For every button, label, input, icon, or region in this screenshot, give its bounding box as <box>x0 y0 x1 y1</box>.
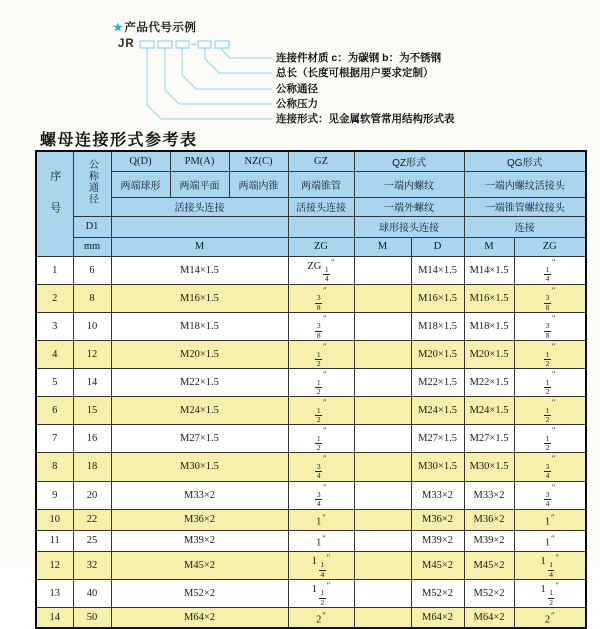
header-pma-sub: 两端平面 <box>170 171 229 197</box>
qg-zg-cell: 1 $\frac{1}{4}$ ″ <box>514 551 586 579</box>
dn-cell: 32 <box>73 551 111 579</box>
qz-d-cell: M36×2 <box>411 509 464 530</box>
table-row <box>36 369 586 397</box>
code-label-pressure: 公称压力 <box>276 98 318 110</box>
qg-m-cell: M52×2 <box>464 579 514 607</box>
qz-m-cell <box>354 256 411 284</box>
table-row <box>36 453 586 481</box>
connector-line-pressure <box>165 48 272 104</box>
code-box-3 <box>176 41 189 48</box>
qg-m-cell: M33×2 <box>464 481 514 509</box>
row-index-cell: 14 <box>36 607 73 628</box>
table-row <box>36 256 586 284</box>
header-gz-union: 活接头连接 <box>288 197 354 216</box>
qz-m-cell <box>354 397 411 425</box>
header-qz-sub: 一端内螺纹 <box>354 171 464 197</box>
table-row <box>36 340 586 368</box>
row-index-cell: 8 <box>36 453 73 481</box>
row-index-cell: 9 <box>36 481 73 509</box>
qz-m-cell <box>354 551 411 579</box>
dn-cell: 18 <box>73 453 111 481</box>
gz-cell: 1″ <box>288 509 354 530</box>
qz-d-cell: M30×1.5 <box>411 453 464 481</box>
qz-m-cell <box>354 369 411 397</box>
m-cell: M36×2 <box>111 509 288 530</box>
m-cell: M18×1.5 <box>111 312 288 340</box>
header-union-connection: 活接头连接 <box>111 197 288 216</box>
header-qg-zg: ZG <box>514 237 586 256</box>
row-index-cell: 2 <box>36 284 73 312</box>
row-index-cell: 3 <box>36 312 73 340</box>
diagram-heading <box>113 19 196 35</box>
m-cell: M14×1.5 <box>111 256 288 284</box>
dn-cell: 6 <box>73 256 111 284</box>
gz-cell: $\frac{3}{8}$ ″ <box>288 284 354 312</box>
code-label-form: 连接形式：见金属软管常用结构形式表 <box>276 113 455 125</box>
header-connection: 连接 <box>464 216 586 237</box>
header-nzc-sub: 两端内锥 <box>229 171 288 197</box>
header-nzc: NZ(C) <box>229 151 288 171</box>
header-nominal-diameter: 公称通径 <box>73 151 111 216</box>
header-empty-2 <box>288 216 354 237</box>
table-row <box>36 284 586 312</box>
dn-cell: 15 <box>73 397 111 425</box>
qg-m-cell: M14×1.5 <box>464 256 514 284</box>
qz-m-cell <box>354 425 411 453</box>
m-cell: M20×1.5 <box>111 340 288 368</box>
qg-zg-cell: 2″ <box>514 607 586 628</box>
m-cell: M39×2 <box>111 530 288 551</box>
star-icon: ★ <box>113 22 124 34</box>
dn-cell: 10 <box>73 312 111 340</box>
qz-d-cell: M14×1.5 <box>411 256 464 284</box>
m-cell: M30×1.5 <box>111 453 288 481</box>
header-qg-m: M <box>464 237 514 256</box>
connector-line-diameter <box>182 48 272 89</box>
qg-zg-cell: 1″ <box>514 530 586 551</box>
header-zg: ZG <box>288 237 354 256</box>
qg-m-cell: M18×1.5 <box>464 312 514 340</box>
code-label-length: 总长（长度可根据用户要求定制） <box>276 67 434 79</box>
qz-m-cell <box>354 340 411 368</box>
qz-m-cell <box>354 579 411 607</box>
qg-m-cell: M27×1.5 <box>464 425 514 453</box>
qg-m-cell: M45×2 <box>464 551 514 579</box>
qg-zg-cell: $\frac{3}{4}$ ″ <box>514 481 586 509</box>
gz-cell: 1 $\frac{1}{2}$ ″ <box>288 579 354 607</box>
table-row <box>36 481 586 509</box>
nut-connection-reference-table <box>35 150 587 629</box>
gz-cell: ZG $\frac{1}{4}$ ″ <box>288 256 354 284</box>
gz-cell: 1″ <box>288 530 354 551</box>
header-empty-1 <box>111 216 288 237</box>
qz-d-cell: M20×1.5 <box>411 340 464 368</box>
qz-d-cell: M64×2 <box>411 607 464 628</box>
header-qg-taper-thread: 一端锥管螺纹接头 <box>464 197 586 216</box>
qg-zg-cell: $\frac{1}{4}$ ″ <box>514 256 586 284</box>
m-cell: M33×2 <box>111 481 288 509</box>
header-ball-joint-connection: 球形接头连接 <box>354 216 464 237</box>
row-index-cell: 6 <box>36 397 73 425</box>
table-row <box>36 425 586 453</box>
dn-cell: 22 <box>73 509 111 530</box>
dn-cell: 25 <box>73 530 111 551</box>
header-qz-external-thread: 一端外螺纹 <box>354 197 464 216</box>
m-cell: M16×1.5 <box>111 284 288 312</box>
gz-cell: $\frac{1}{2}$ ″ <box>288 425 354 453</box>
qg-m-cell: M20×1.5 <box>464 340 514 368</box>
code-box-1 <box>140 41 154 48</box>
header-qz-form: QZ形式 <box>354 151 464 171</box>
header-gz-sub: 两端锥管 <box>288 171 354 197</box>
dn-cell: 16 <box>73 425 111 453</box>
header-pma: PM(A) <box>170 151 229 171</box>
qg-zg-cell: $\frac{1}{2}$ ″ <box>514 340 586 368</box>
header-qd-sub: 两端球形 <box>111 171 170 197</box>
qg-m-cell: M64×2 <box>464 607 514 628</box>
header-d1: D1 <box>73 216 111 237</box>
qz-d-cell: M24×1.5 <box>411 397 464 425</box>
qg-m-cell: M22×1.5 <box>464 369 514 397</box>
row-index-cell: 12 <box>36 551 73 579</box>
gz-cell: $\frac{3}{8}$ ″ <box>288 312 354 340</box>
gz-cell: $\frac{3}{4}$ ″ <box>288 481 354 509</box>
row-index-cell: 4 <box>36 340 73 368</box>
dn-cell: 12 <box>73 340 111 368</box>
m-cell: M45×2 <box>111 551 288 579</box>
qz-m-cell <box>354 607 411 628</box>
qz-m-cell <box>354 481 411 509</box>
qg-m-cell: M30×1.5 <box>464 453 514 481</box>
connector-line-length <box>205 48 272 73</box>
m-cell: M27×1.5 <box>111 425 288 453</box>
header-m: M <box>111 237 288 256</box>
code-label-diameter: 公称通径 <box>276 83 318 95</box>
row-index-cell: 11 <box>36 530 73 551</box>
qg-zg-cell: $\frac{1}{2}$ ″ <box>514 425 586 453</box>
table-row <box>36 579 586 607</box>
header-qz-m: M <box>354 237 411 256</box>
qg-m-cell: M39×2 <box>464 530 514 551</box>
header-qd: Q(D) <box>111 151 170 171</box>
diagram-heading-text: 产品代号示例 <box>124 22 197 34</box>
m-cell: M22×1.5 <box>111 369 288 397</box>
m-cell: M24×1.5 <box>111 397 288 425</box>
gz-cell: 2″ <box>288 607 354 628</box>
row-index-cell: 13 <box>36 579 73 607</box>
qz-d-cell: M45×2 <box>411 551 464 579</box>
code-box-5 <box>215 41 229 48</box>
qz-m-cell <box>354 509 411 530</box>
dn-cell: 8 <box>73 284 111 312</box>
gz-cell: 1 $\frac{1}{4}$ ″ <box>288 551 354 579</box>
qz-d-cell: M16×1.5 <box>411 284 464 312</box>
qg-zg-cell: 1″ <box>514 509 586 530</box>
gz-cell: $\frac{1}{2}$ ″ <box>288 369 354 397</box>
code-box-4 <box>198 41 211 48</box>
code-box-2 <box>158 41 172 48</box>
dn-cell: 40 <box>73 579 111 607</box>
header-mm: mm <box>73 237 111 256</box>
table-row <box>36 397 586 425</box>
row-index-cell: 10 <box>36 509 73 530</box>
qz-m-cell <box>354 284 411 312</box>
table-row <box>36 530 586 551</box>
qz-d-cell: M39×2 <box>411 530 464 551</box>
code-label-material: 连接件材质 c：为碳钢 b：为不锈钢 <box>276 52 442 64</box>
qg-zg-cell: $\frac{3}{4}$ ″ <box>514 453 586 481</box>
header-index: 序号 <box>36 151 73 256</box>
qz-m-cell <box>354 312 411 340</box>
qz-d-cell: M27×1.5 <box>411 425 464 453</box>
connector-line-form <box>147 48 272 119</box>
table-row <box>36 607 586 628</box>
qg-m-cell: M16×1.5 <box>464 284 514 312</box>
gz-cell: $\frac{1}{2}$ ″ <box>288 340 354 368</box>
qz-d-cell: M18×1.5 <box>411 312 464 340</box>
qz-d-cell: M22×1.5 <box>411 369 464 397</box>
table-row <box>36 551 586 579</box>
qg-zg-cell: 1 $\frac{1}{2}$ ″ <box>514 579 586 607</box>
header-gz: GZ <box>288 151 354 171</box>
qz-m-cell <box>354 453 411 481</box>
table-row <box>36 509 586 530</box>
qg-zg-cell: $\frac{1}{2}$ ″ <box>514 397 586 425</box>
m-cell: M52×2 <box>111 579 288 607</box>
qg-zg-cell: $\frac{3}{8}$ ″ <box>514 284 586 312</box>
gz-cell: $\frac{3}{4}$ ″ <box>288 453 354 481</box>
connector-line-material <box>222 48 272 58</box>
qg-m-cell: M24×1.5 <box>464 397 514 425</box>
qg-zg-cell: $\frac{3}{8}$ ″ <box>514 312 586 340</box>
row-index-cell: 7 <box>36 425 73 453</box>
table-title: 螺母连接形式参考表 <box>40 132 198 149</box>
qg-m-cell: M36×2 <box>464 509 514 530</box>
dn-cell: 14 <box>73 369 111 397</box>
row-index-cell: 5 <box>36 369 73 397</box>
header-qg-sub: 一端内螺纹活接头 <box>464 171 586 197</box>
m-cell: M64×2 <box>111 607 288 628</box>
header-qg-form: QG形式 <box>464 151 586 171</box>
qz-d-cell: M52×2 <box>411 579 464 607</box>
dn-cell: 50 <box>73 607 111 628</box>
qz-d-cell: M33×2 <box>411 481 464 509</box>
qg-zg-cell: $\frac{1}{2}$ ″ <box>514 369 586 397</box>
table-row <box>36 312 586 340</box>
header-qz-d: D <box>411 237 464 256</box>
gz-cell: $\frac{1}{2}$ ″ <box>288 397 354 425</box>
qz-m-cell <box>354 530 411 551</box>
row-index-cell: 1 <box>36 256 73 284</box>
code-prefix: JR <box>118 38 135 50</box>
dn-cell: 20 <box>73 481 111 509</box>
